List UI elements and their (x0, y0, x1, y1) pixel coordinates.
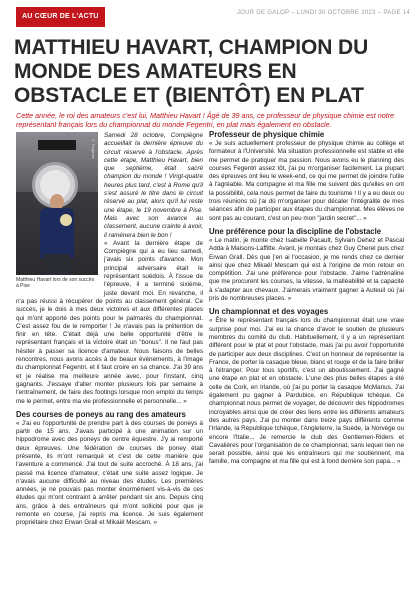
article-photo (16, 132, 98, 287)
quote-paragraph: « Avant la dernière étape de Compiègne qui a eu lieu samedi, j'avais six points d'avance. Mon principal adversaire était le représentant suédois. À l'issue de l'épreuve, il a terminé sixième, juste devant moi. En revanche, il n'a pas réussi à récupérer de points au classement général. Ce succès, je le dois à mes deux victoires et aux différentes places qui m'ont apporté des points pour le palmarès du championnat. C'est assez fou de le remporter ! Je n'avais pas la prétention de finir en tête. C'était déjà une belle opportunité d'être le représentant français et la victoire était un "bonus". Il ne faut pas hésiter à passer sa licence d'amateur. Nous faisons de belles rencontres, nous avons accès à de beaux événements, à l'image du championnat Fegentri, et il faut croire en sa chance. J'ai 39 ans et je réalise ma meilleure année avec, pour l'instant, cinq gagnants. J'essaye d'aller monter plusieurs fois par semaine à l'entraînement, de faire des footings lorsque mon emploi du temps me le permet, entre ma vie professionnelle et personnelle... » (16, 239, 203, 405)
photo-caption: Matthieu Havart lors de son succès à Pise (16, 277, 95, 289)
subhead-poneys: Des courses de poneys au rang des amateurs (16, 409, 186, 419)
section-rubric: AU CŒUR DE L'ACTU (16, 7, 105, 27)
championnat-paragraph: « Être le représentant français lors du championnat était une vraie surprise pour moi. J'ai eu la chance d'avoir le soutien de plusieurs membres du comité du club. Habituellement, il y a un représentant différent pour le plat et pour l'obstacle, mais j'ai pu avoir l'opportunité de participer aux deux disciplines. C'est un honneur de représenter la France, de porter la casaque bleue, blanc et rouge et de la faire briller à l'étranger. Pour tous sportifs, c'est un aboutissement. J'ai gagné une étape en plat et en obstacle. L'une des plus belles étapes a été celle de Cork, en Irlande, où j'ai pu porter la casaque McManus. J'ai également pu gagner à Pardubice, en République tchèque. Ce championnat nous permet de voyager, de découvrir des hippodromes incroyables ainsi que de créer des liens entre les différents amateurs des autres pays. J'ai pu monter dans treize pays différents comme l'Irlande, la République tchèque, l'Angleterre, la Suède, la Norvège ou encore l'Italie... Je remercie le club des Gentlemen-Riders et Cavalières pour l'organisation de ce championnat, sans lequel rien ne serait possible, ainsi que les entraîneurs qui me soutiennent, ma famille, ma compagne et ma fille qui est à fond derrière son papa... » (209, 317, 404, 466)
subhead-championnat: Un championnat et des voyages (209, 307, 329, 317)
article-headline: MATTHIEU HAVART, CHAMPION DU MONDE DES AMATEURS EN OBSTACLE ET (BIENTÔT) EN PLAT (14, 36, 369, 107)
subhead-professeur: Professeur de physique chimie (209, 130, 325, 139)
top-bar (16, 7, 410, 27)
left-column (16, 132, 203, 528)
photo-credit: © Fegentri (91, 138, 96, 159)
obstacle-paragraph: « Le matin, je monte chez Isabelle Pacault, Sylvain Dehez et Pascal Adda à Maisons-Laffitte. Avant, je montais chez Guy Cherel puis chez Erwan Grall. Dès que j'en ai l'occasion, je me rends chez ce dernier ainsi que chez Mikaël Mescam qui est à l'origine de mon retour en compétition. J'ai une préférence pour l'obstacle. J'aime l'adrénaline que me procurent les courses, la vitesse, la malléabilité et la capacité à s'adapter aux chevaux. J'aimerais vraiment gagner à Auteuil où j'ai pris de nombreuses places. » (209, 236, 404, 303)
professeur-paragraph: « Je suis actuellement professeur de physique chimie au collège et formateur à l'Université. Ma situation professionnelle est stable et elle me permet de pratiquer ma passion. Nous avons eu le planning des courses Fegentri assez tôt, j'ai pu m'organiser facilement. La plupart des épreuves ont lieu le week-end, ce qui me permet de joindre l'utile à l'agréable. Ma compagne et ma fille me suivent dès qu'elles en ont la possibilité, cela nous permet de faire du tourisme ! Il y a eu deux ou trois réunions où j'ai dû m'organiser pour décaler l'intégralité de mes séances afin de participer aux étapes du championnat. Mes élèves ne sont pas au courant, c'est un peu mon "jardin secret"... » (209, 140, 404, 222)
intro-paragraph: Samedi 28 octobre, Compiègne accueillait la dernière épreuve du circuit réservé à l'obstacle. Après cette étape, Matthieu Havart, bien que septième, était sacré champion du monde ! Vingt-quatre heures plus tard, c'est à Rome qu'il s'est assuré le titre dans le circuit réservé au plat, alors qu'il lui reste une étape, le 19 novembre à Pise. Mais avec son avance au classement, aucune crainte à avoir, il ramènera bien le bon ! (104, 132, 203, 239)
winner-photo (16, 132, 98, 275)
running-head: JOUR DE GALOP – LUNDI 30 OCTOBRE 2023 – PAGE 14 (236, 10, 410, 16)
subhead-obstacle: Une préférence pour la discipline de l'obstacle (209, 226, 382, 236)
right-column (209, 130, 404, 467)
article-standfirst: Cette année, le roi des amateurs c'est lui, Matthieu Havart ! Âgé de 39 ans, ce professeur de physique chimie est notre représentant français lors du championnat du monde Fegentri, en plat mais également en obstacle. (16, 111, 395, 130)
poneys-paragraph: « J'ai eu l'opportunité de prendre part à des courses de poneys à partir de 15 ans. J'avais participé à une animation sur un hippodrome avec des poneys de centre équestre. J'y ai remporté deux épreuves. Une fédération de courses de poney était présente, ils m'ont remarqué et c'est de cette manière que l'aventure a commencé. J'ai tout de suite accroché. À 18 ans, j'ai passé ma licence d'amateur, c'était une suite assez logique. Je n'avais aucune difficulté au niveau des études. Les premières années, je ne pouvais pas monter énormément vis-à-vis de ces études qui m'ont contraint à arrêter pendant six ans. Depuis cinq ans, grâce à des entraîneurs qui m'ont sollicité pour que je remonte en course, j'ai repris ma licence. Je suis également propriétaire chez Erwan Grall et Mikaël Mescam. » (16, 419, 203, 527)
